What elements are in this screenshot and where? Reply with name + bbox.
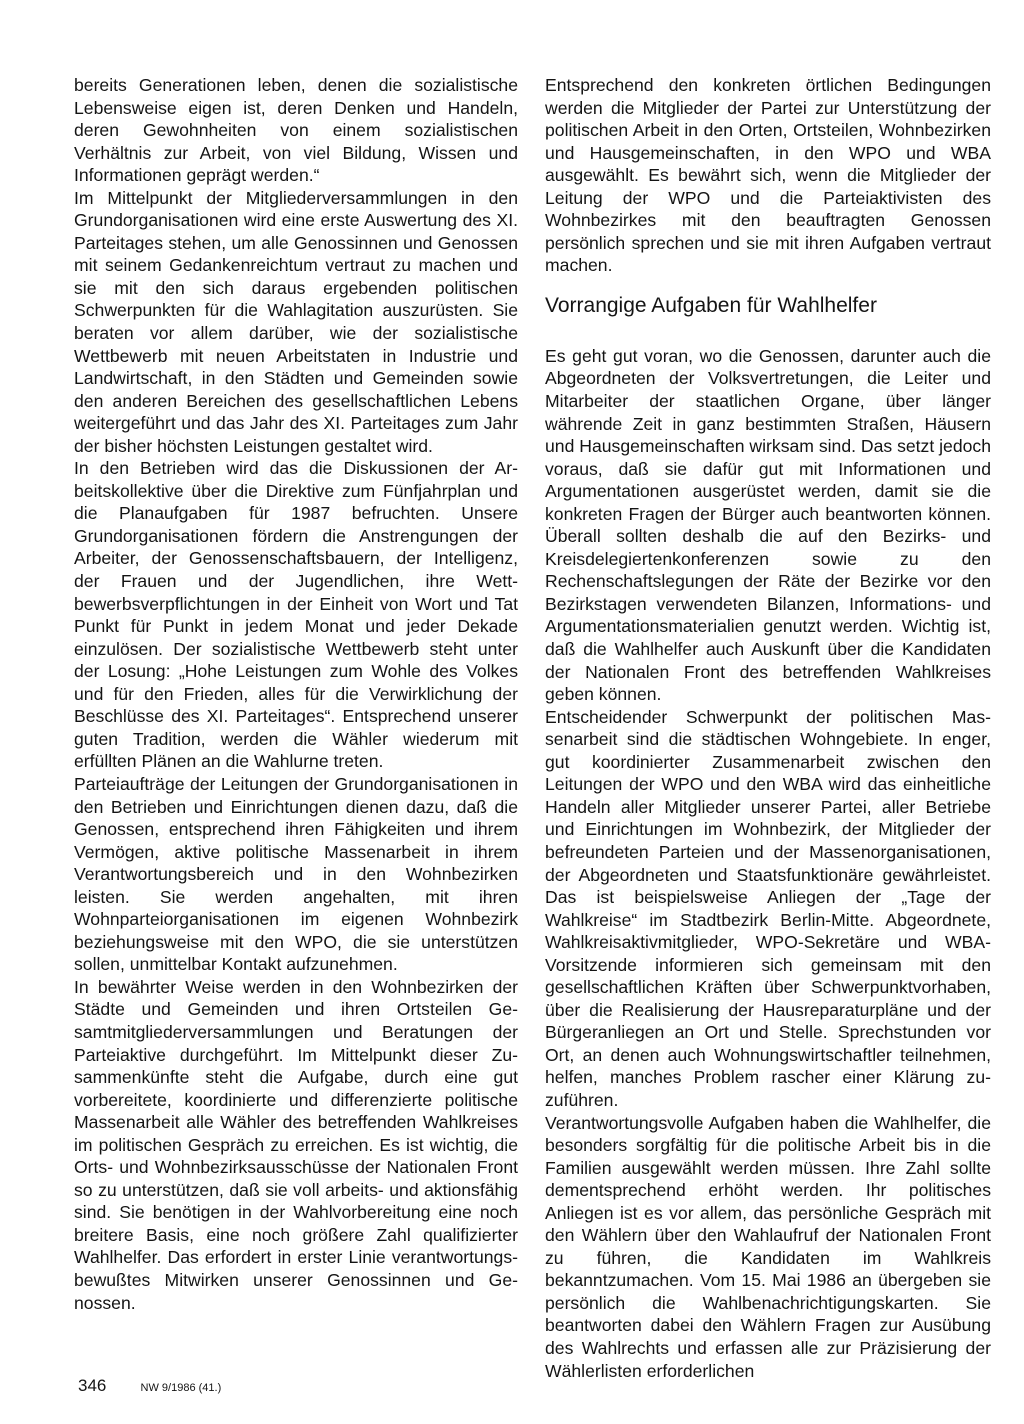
issue-label: NW 9/1986 (41.): [140, 1382, 222, 1394]
page-number: 346: [78, 1376, 107, 1395]
paragraph: In den Betrieben wird das die Diskussionen der Arbeitskollektive über die Direktive zum Fünfjahrplan und die Planaufgaben für 1987 befruchten. Unsere Grundorganisationen fördern die Anstrengungen der Arbeiter, der Genossenschaftsbauern, der Intelligenz, der Frauen und der Jugendlichen, ihre Wettbewerbsverpflichtungen in der Einheit von Wort und Tat Punkt für Punkt in jedem Monat und jeder Dekade einzulösen. Der sozialistische Wettbewerb steht unter der Losung: „Hohe Leistungen zum Wohle des Volkes und für den Frieden, alles für die Verwirklichung der Beschlüsse des XI. Parteitages“. Entsprechend unserer guten Tradition, werden die Wähler wiederum mit erfüllten Plänen an die Wahlurne treten.: [74, 458, 518, 772]
paragraph: In bewährter Weise werden in den Wohnbezirken der Städte und Gemeinden und ihren Ortsteilen Gesamtmitgliederversammlungen und Beratungen der Parteiaktive durchgeführt. Im Mittelpunkt dieser Zusammenkünfte steht die Aufgabe, durch eine gut vorbereitete, koordinierte und differenzierte politische Massenarbeit alle Wähler des betreffenden Wahlkreises im politischen Gespräch zu erreichen. Es ist wichtig, die Orts- und Wohnbezirksausschüsse der Nationalen Front so zu unterstützen, daß sie voll arbeits- und aktionsfähig sind. Sie benötigen in der Wahlvorbereitung eine noch breitere Basis, eine noch größere Zahl qualifizierter Wahlhelfer. Das erfordert in erster Linie verantwortungsbewußtes Mitwirken unserer Genossinnen und Genossen.: [74, 976, 518, 1313]
paragraph: Im Mittelpunkt der Mitgliederversammlungen in den Grundorganisationen wird eine erste Auswertung des XI. Parteitages stehen, um alle Genossinnen und Genossen mit seinem Gedankenreichtum vertraut zu machen und sie mit den sich daraus ergebenden politischen Schwerpunkten für die Wahlagitation auszurüsten. Sie beraten vor allem darüber, wie der sozialistische Wettbewerb mit neuen Arbeitstaten in Industrie und Landwirtschaft, in den Städten und Gemeinden sowie den anderen Bereichen des gesellschaftlichen Lebens weitergeführt und das Jahr des XI. Parteitages zum Jahr der bisher höchsten Leistungen gestaltet wird.: [74, 187, 518, 456]
paragraph: Verantwortungsvolle Aufgaben haben die Wahlhelfer, die besonders sorgfältig für die politische Arbeit bis in die Familien ausgewählt werden müssen. Ihre Zahl sollte dementsprechend erhöht werden. Ihr politisches Anliegen ist es vor allem, das persönliche Gespräch mit den Wählern über den Wahlaufruf der Nationalen Front zu führen, die Kandidaten im Wahlkreis bekanntzumachen. Vom 15. Mai 1986 an übergeben sie persönlich die Wahlbenachrichtigungskarten. Sie beantworten dabei den Wählern Fragen zur Ausübung des Wahlrechts und erfassen alle zur Präzisierung der Wählerlisten erforderlichen: [545, 1112, 991, 1381]
paragraph: Parteiaufträge der Leitungen der Grundorganisationen in den Betrieben und Einrichtungen dienen dazu, daß die Genossen, entsprechend ihren Fähigkeiten und ihrem Vermögen, aktive politische Massenarbeit in ihrem Verantwortungsbereich und in den Wohnbezirken leisten. Sie werden angehalten, mit ihren Wohnparteiorganisationen im eigenen Wohnbezirk beziehungsweise mit den WPO, die sie unterstützen sollen, unmittelbar Kontakt aufzunehmen.: [74, 773, 518, 975]
page-footer: [78, 1376, 221, 1396]
right-column: [545, 74, 991, 1382]
paragraph: bereits Generationen leben, denen die sozialistische Lebensweise eigen ist, deren Denken und Handeln, deren Gewohnheiten von einem sozialistischen Verhältnis zur Arbeit, von viel Bildung, Wissen und Informationen geprägt werden.“: [74, 75, 518, 186]
left-column: [74, 74, 518, 1314]
paragraph: Es geht gut voran, wo die Genossen, darunter auch die Abgeordneten der Volksvertretungen, die Leiter und Mitarbeiter der staatlichen Organe, über länger währende Zeit in ganz bestimmten Straßen, Häusern und Hausgemeinschaften wirksam sind. Das setzt jedoch voraus, daß sie dafür gut mit Informationen und Argumentationen ausgerüstet werden, damit sie die konkreten Fragen der Bürger auch beantworten können. Überall sollten deshalb die auf den Bezirks- und Kreisdelegiertenkonferenzen sowie zu den Rechenschaftslegungen der Räte der Bezirke vor den Bezirkstagen verwendeten Bilanzen, Informations- und Argumentationsmaterialien genutzt werden. Wichtig ist, daß die Wahlhelfer auch Auskunft über die Kandidaten der Nationalen Front des betreffenden Wahlkreises geben können.: [545, 345, 991, 705]
section-heading: Vorrangige Aufgaben für Wahlhelfer: [545, 293, 877, 317]
paragraph: Entscheidender Schwerpunkt der politischen Massenarbeit sind die städtischen Wohngebiete. In enger, gut koordinierter Zusammenarbeit zwischen den Leitungen der WPO und den WBA wird das einheitliche Handeln aller Mitglieder unserer Partei, aller Betriebe und Einrichtungen im Wohnbezirk, der Mitglieder der befreundeten Parteien und der Massenorganisationen, der Abgeordneten und Staatsfunktionäre gewährleistet. Das ist beispielsweise Anliegen der „Tage der Wahlkreise“ im Stadtbezirk Berlin-Mitte. Abgeordnete, Wahlkreisaktivmitglieder, WPO-Sekretäre und WBA-Vorsitzende informieren sich gemeinsam mit den gesellschaftlichen Kräften über Schwerpunktvorhaben, über die Realisierung der Hausreparaturpläne und der Bürgeranliegen an Ort und Stelle. Sprechstunden vor Ort, an denen auch Wohnungswirtschaftler teilnehmen, helfen, manches Problem rascher einer Klärung zuzuführen.: [545, 706, 991, 1110]
paragraph: Entsprechend den konkreten örtlichen Bedingungen werden die Mitglieder der Partei zur Unterstützung der politischen Arbeit in den Orten, Ortsteilen, Wohnbezirken und Hausgemeinschaften, in den WPO und WBA ausgewählt. Es bewährt sich, wenn die Mitglieder der Leitung der WPO und die Parteiaktivisten des Wohnbezirkes mit den beauftragten Genossen persönlich sprechen und sie mit ihren Aufgaben vertraut machen.: [545, 75, 991, 276]
